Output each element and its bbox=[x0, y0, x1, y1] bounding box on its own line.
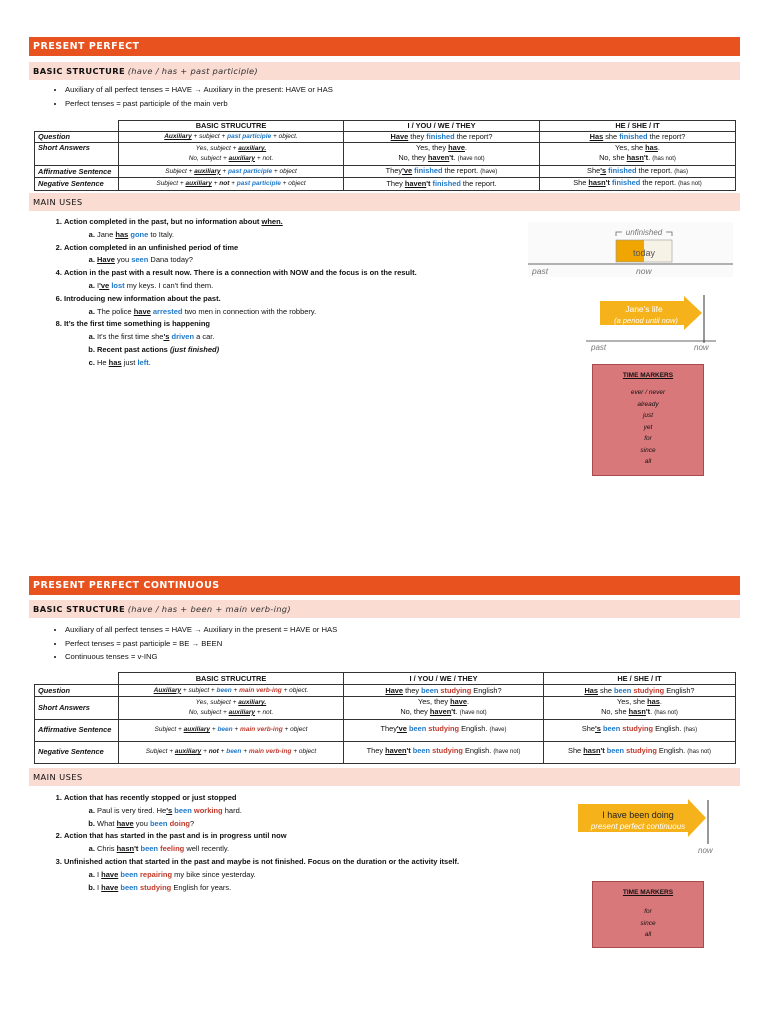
row-header: Negative Sentence bbox=[35, 741, 119, 763]
col-header: BASIC STRUCUTRE bbox=[119, 121, 344, 132]
table-cell: Yes, they have. No, they haven't. (have not) bbox=[344, 697, 544, 720]
example-item: b. Recent past actions (just finished) bbox=[97, 344, 417, 357]
time-markers-title: TIME MARKERS bbox=[622, 372, 674, 379]
now-label: now bbox=[694, 343, 709, 352]
use-item: 1. Action completed in the past, but no information about when. a. Jane has gone to Italy. bbox=[64, 216, 417, 242]
basic-structure-label: BASIC STRUCTURE bbox=[33, 66, 126, 76]
main-uses-header bbox=[29, 193, 740, 211]
row-header: Negative Sentence bbox=[35, 178, 119, 191]
example-item: b. What have you been doing? bbox=[97, 818, 459, 831]
time-markers-box bbox=[592, 881, 704, 948]
have-been-doing-diagram bbox=[576, 798, 718, 856]
past-label: past bbox=[591, 343, 607, 352]
table-cell: Have they finished the report? bbox=[344, 132, 540, 143]
arrow-label-2: (a period until now) bbox=[614, 316, 678, 325]
use-item: 8. It’s the first time something is happening bbox=[64, 318, 417, 331]
main-uses-label: MAIN USES bbox=[33, 772, 83, 782]
table-cell: She's been studying English. (has) bbox=[544, 719, 736, 741]
uses-list-present-perfect-continuous bbox=[44, 792, 459, 894]
today-label: today bbox=[632, 248, 656, 258]
time-marker: just bbox=[642, 412, 654, 419]
table-cell: Has she been studying English? bbox=[544, 685, 736, 697]
example-item: a. Have you seen Dana today? bbox=[97, 254, 417, 267]
example-item: a. Paul is very tired. He's been working hard. bbox=[97, 805, 459, 818]
time-markers-box bbox=[592, 364, 704, 476]
rule-item: • Continuous tenses = v-ING bbox=[65, 650, 337, 664]
time-marker: already bbox=[637, 400, 659, 408]
main-uses-header bbox=[29, 768, 740, 786]
table-cell: They've finished the report. (have) bbox=[344, 165, 540, 178]
row-header: Short Answers bbox=[35, 143, 119, 166]
time-marker: all bbox=[644, 458, 652, 465]
table-cell: Subject + auxiliary + been + main verb-ing + object bbox=[119, 719, 344, 741]
use-item: 2. Action that has started in the past and is in progress until now a. Chris hasn't been feeling well recently. bbox=[64, 830, 459, 856]
time-marker: for bbox=[644, 908, 652, 915]
structure-table-present-perfect bbox=[34, 120, 736, 191]
basic-structure-formula: (have / has + past participle) bbox=[127, 66, 258, 76]
col-header: HE / SHE / IT bbox=[540, 121, 736, 132]
table-cell: Subject + auxiliary + past participle + object bbox=[119, 165, 344, 178]
table-cell: She's finished the report. (has) bbox=[540, 165, 736, 178]
table-cell: Yes, she has. No, she hasn't. (has not) bbox=[540, 143, 736, 166]
main-uses-label: MAIN USES bbox=[33, 197, 83, 207]
use-item: 3. Unfinished action that started in the past and maybe is not finished. Focus on the duration or the activity itself. a. I have been repairing my bike since yesterday. b. I have been studying English for years. bbox=[64, 856, 459, 894]
example-item: c. He has just left. bbox=[97, 357, 417, 370]
table-cell: Subject + auxiliary + not + past participle + object bbox=[119, 178, 344, 191]
row-header: Question bbox=[35, 685, 119, 697]
uses-list-present-perfect bbox=[44, 216, 417, 370]
table-cell: They've been studying English. (have) bbox=[344, 719, 544, 741]
time-markers-title: TIME MARKERS bbox=[622, 889, 674, 896]
example-item: a. Jane has gone to Italy. bbox=[97, 229, 417, 242]
basic-structure-label: BASIC STRUCTURE bbox=[33, 604, 126, 614]
rule-item: • Auxiliary of all perfect tenses = HAVE → Auxiliary in the present: HAVE or HAS bbox=[65, 83, 333, 97]
table-cell: Yes, they have. No, they haven't. (have not) bbox=[344, 143, 540, 166]
use-item: 6. Introducing new information about the past. bbox=[64, 293, 417, 306]
col-header: BASIC STRUCUTRE bbox=[119, 673, 344, 685]
row-header: Affirmative Sentence bbox=[35, 165, 119, 178]
table-cell: She hasn't finished the report. (has not) bbox=[540, 178, 736, 191]
timeline-today-diagram bbox=[528, 222, 733, 277]
section-banner-present-perfect: PRESENT PERFECT bbox=[29, 37, 740, 56]
time-marker: for bbox=[644, 435, 652, 442]
example-item: a. I have been repairing my bike since yesterday. bbox=[97, 869, 459, 882]
use-item: 1. Action that has recently stopped or just stopped a. Paul is very tired. He's been working hard. b. What have you been doing? bbox=[64, 792, 459, 830]
use-item: 2. Action completed in an unfinished period of time bbox=[64, 242, 417, 255]
table-cell: Yes, subject + auxiliary. No, subject + auxiliary + not. bbox=[119, 143, 344, 166]
time-marker: ever / never bbox=[630, 389, 666, 396]
use-item: 4. Action in the past with a result now. There is a connection with NOW and the focus is on the result. bbox=[64, 267, 417, 280]
table-cell: Subject + auxiliary + not + been + main verb-ing + object bbox=[119, 741, 344, 763]
arrow-label-1: Jane's life bbox=[625, 304, 663, 314]
arrow-label-1: I have been doing bbox=[602, 810, 674, 820]
past-label: past bbox=[532, 266, 549, 276]
rules-list bbox=[48, 623, 337, 664]
arrow-label-2: present perfect continuous bbox=[590, 822, 686, 831]
table-cell: Have they been studying English? bbox=[344, 685, 544, 697]
time-marker: all bbox=[644, 931, 652, 938]
col-header: I / YOU / WE / THEY bbox=[344, 121, 540, 132]
time-marker: yet bbox=[643, 423, 653, 431]
row-header: Question bbox=[35, 132, 119, 143]
section-banner-present-perfect-continuous: PRESENT PERFECT CONTINUOUS bbox=[29, 576, 740, 595]
rule-item: • Auxiliary of all perfect tenses = HAVE → Auxiliary in the present = HAVE or HAS bbox=[65, 623, 337, 637]
now-label: now bbox=[698, 846, 713, 855]
table-cell: Auxiliary + subject + been + main verb-ing + object. bbox=[119, 685, 344, 697]
unfinished-label: unfinished bbox=[625, 228, 663, 237]
janes-life-diagram bbox=[566, 293, 716, 353]
example-item: a. I've lost my keys. I can't find them. bbox=[97, 280, 417, 293]
col-header: HE / SHE / IT bbox=[544, 673, 736, 685]
rule-item: • Perfect tenses = past participle = BE → BEEN bbox=[65, 637, 337, 651]
table-cell: Yes, she has. No, she hasn't. (has not) bbox=[544, 697, 736, 720]
time-marker: since bbox=[640, 919, 656, 927]
basic-structure-header bbox=[29, 600, 740, 618]
row-header: Short Answers bbox=[35, 697, 119, 720]
basic-structure-formula: (have / has + been + main verb-ing) bbox=[127, 604, 291, 614]
table-cell: Auxiliary + subject + past participle + object. bbox=[119, 132, 344, 143]
example-item: a. Chris hasn't been feeling well recently. bbox=[97, 843, 459, 856]
row-header: Affirmative Sentence bbox=[35, 719, 119, 741]
table-cell: They haven't finished the report. bbox=[344, 178, 540, 191]
table-cell: She hasn't been studying English. (has not) bbox=[544, 741, 736, 763]
col-header: I / YOU / WE / THEY bbox=[344, 673, 544, 685]
time-marker: since bbox=[640, 446, 656, 454]
example-item: b. I have been studying English for years. bbox=[97, 882, 459, 895]
rule-item: • Perfect tenses = past participle of the main verb bbox=[65, 97, 333, 111]
example-item: a. The police have arrested two men in connection with the robbery. bbox=[97, 306, 417, 319]
example-item: a. It's the first time she's driven a car. bbox=[97, 331, 417, 344]
now-label: now bbox=[636, 266, 652, 276]
table-cell: Yes, subject + auxiliary. No, subject + auxiliary + not. bbox=[119, 697, 344, 720]
table-cell: Has she finished the report? bbox=[540, 132, 736, 143]
rules-list bbox=[48, 83, 333, 110]
basic-structure-header bbox=[29, 62, 740, 80]
structure-table-present-perfect-continuous bbox=[34, 672, 736, 764]
table-cell: They haven't been studying English. (have not) bbox=[344, 741, 544, 763]
